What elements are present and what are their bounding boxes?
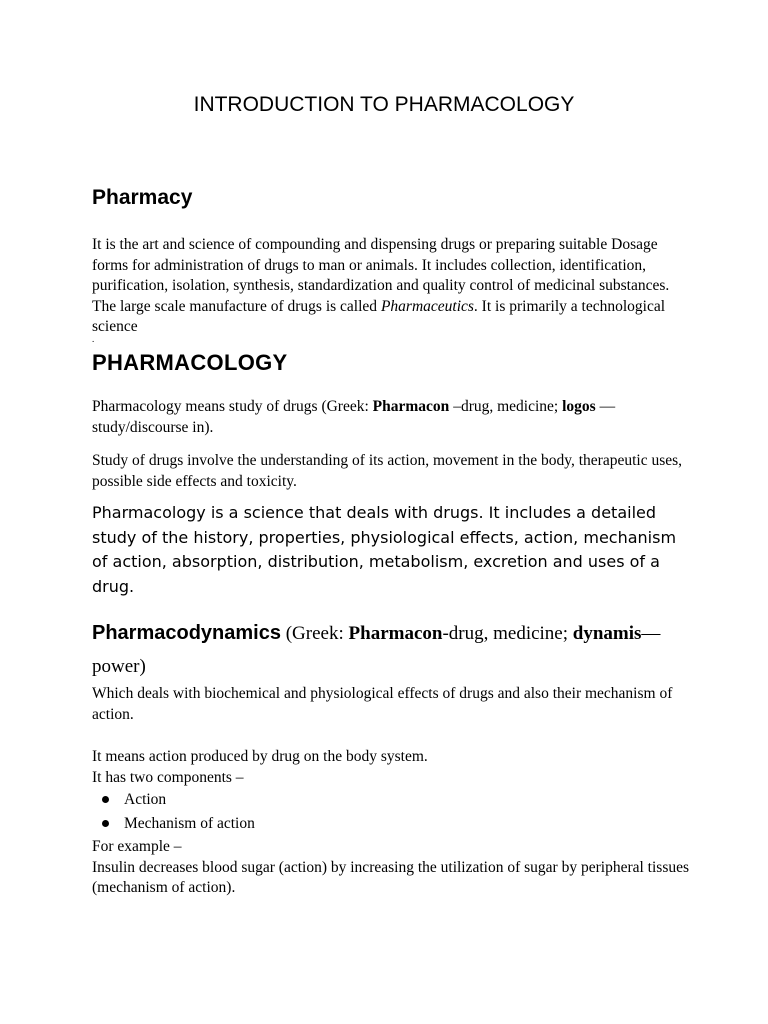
list-item-label: Action	[124, 791, 167, 808]
pd-meaning: -drug, medicine;	[442, 623, 573, 644]
dynamis-term: dynamis	[572, 623, 642, 644]
list-item	[100, 814, 255, 838]
action-paragraph	[92, 747, 692, 788]
document-title: INTRODUCTION TO PHARMACOLOGY	[193, 93, 575, 116]
pharmacy-text-end: . It is primarily a technological science	[92, 297, 666, 335]
pharmacology-science-paragraph: Pharmacology is a science that deals with drugs. It includes a detailed study of the history, properties, physiological effects, action, mechanism of action, absorption, distribution, metabolism, excretion and uses of a drug.	[92, 503, 677, 596]
pd-greek-prefix: (Greek:	[280, 623, 349, 644]
list-item	[100, 790, 255, 814]
bullet-icon	[102, 796, 109, 803]
pharmacodynamics-term: Pharmacodynamics	[92, 622, 281, 644]
list-item-label: Mechanism of action	[124, 815, 255, 832]
example-paragraph	[92, 837, 692, 899]
pharmacy-heading: Pharmacy	[92, 186, 193, 209]
stray-dot: .	[92, 334, 95, 344]
pd-pharmacon-term: Pharmacon	[348, 623, 443, 644]
pharmacodynamics-heading	[92, 617, 692, 683]
pharmacology-definition	[92, 397, 692, 438]
pharmaceutics-term: Pharmaceutics	[380, 297, 474, 315]
components-line: It has two components –	[92, 768, 244, 786]
definition-text-mid: –drug, medicine;	[449, 398, 563, 415]
example-label: For example –	[92, 838, 182, 855]
pd-power: —power)	[92, 623, 661, 677]
pharmacology-study-paragraph: Study of drugs involve the understanding of its action, movement in the body, therapeutic uses, possible side effects and toxicity.	[92, 452, 683, 490]
definition-text: Pharmacology means study of drugs (Greek:	[92, 398, 373, 415]
pharmacology-heading: PHARMACOLOGY	[92, 350, 288, 375]
pharmacodynamics-description: Which deals with biochemical and physiological effects of drugs and also their mechanism of action.	[92, 685, 673, 723]
logos-term: logos	[562, 398, 596, 415]
pharmacon-term: Pharmacon	[372, 398, 450, 415]
example-text: Insulin decreases blood sugar (action) by increasing the utilization of sugar by peripheral tissues (mechanism of action).	[92, 858, 690, 896]
bullet-icon	[102, 820, 109, 827]
components-list	[100, 790, 255, 838]
pharmacy-text: It is the art and science of compounding and dispensing drugs or preparing suitable Dosage forms for administration of drugs to man or animals. It includes collection, identification, purification, isolation, synthesis, standardization and quality control of medicinal substances. The large scale manufacture of drugs is called	[92, 236, 670, 315]
pharmacy-paragraph	[92, 235, 692, 338]
action-line: It means action produced by drug on the body system.	[92, 748, 428, 765]
definition-text-end: —study/discourse in).	[92, 398, 616, 436]
